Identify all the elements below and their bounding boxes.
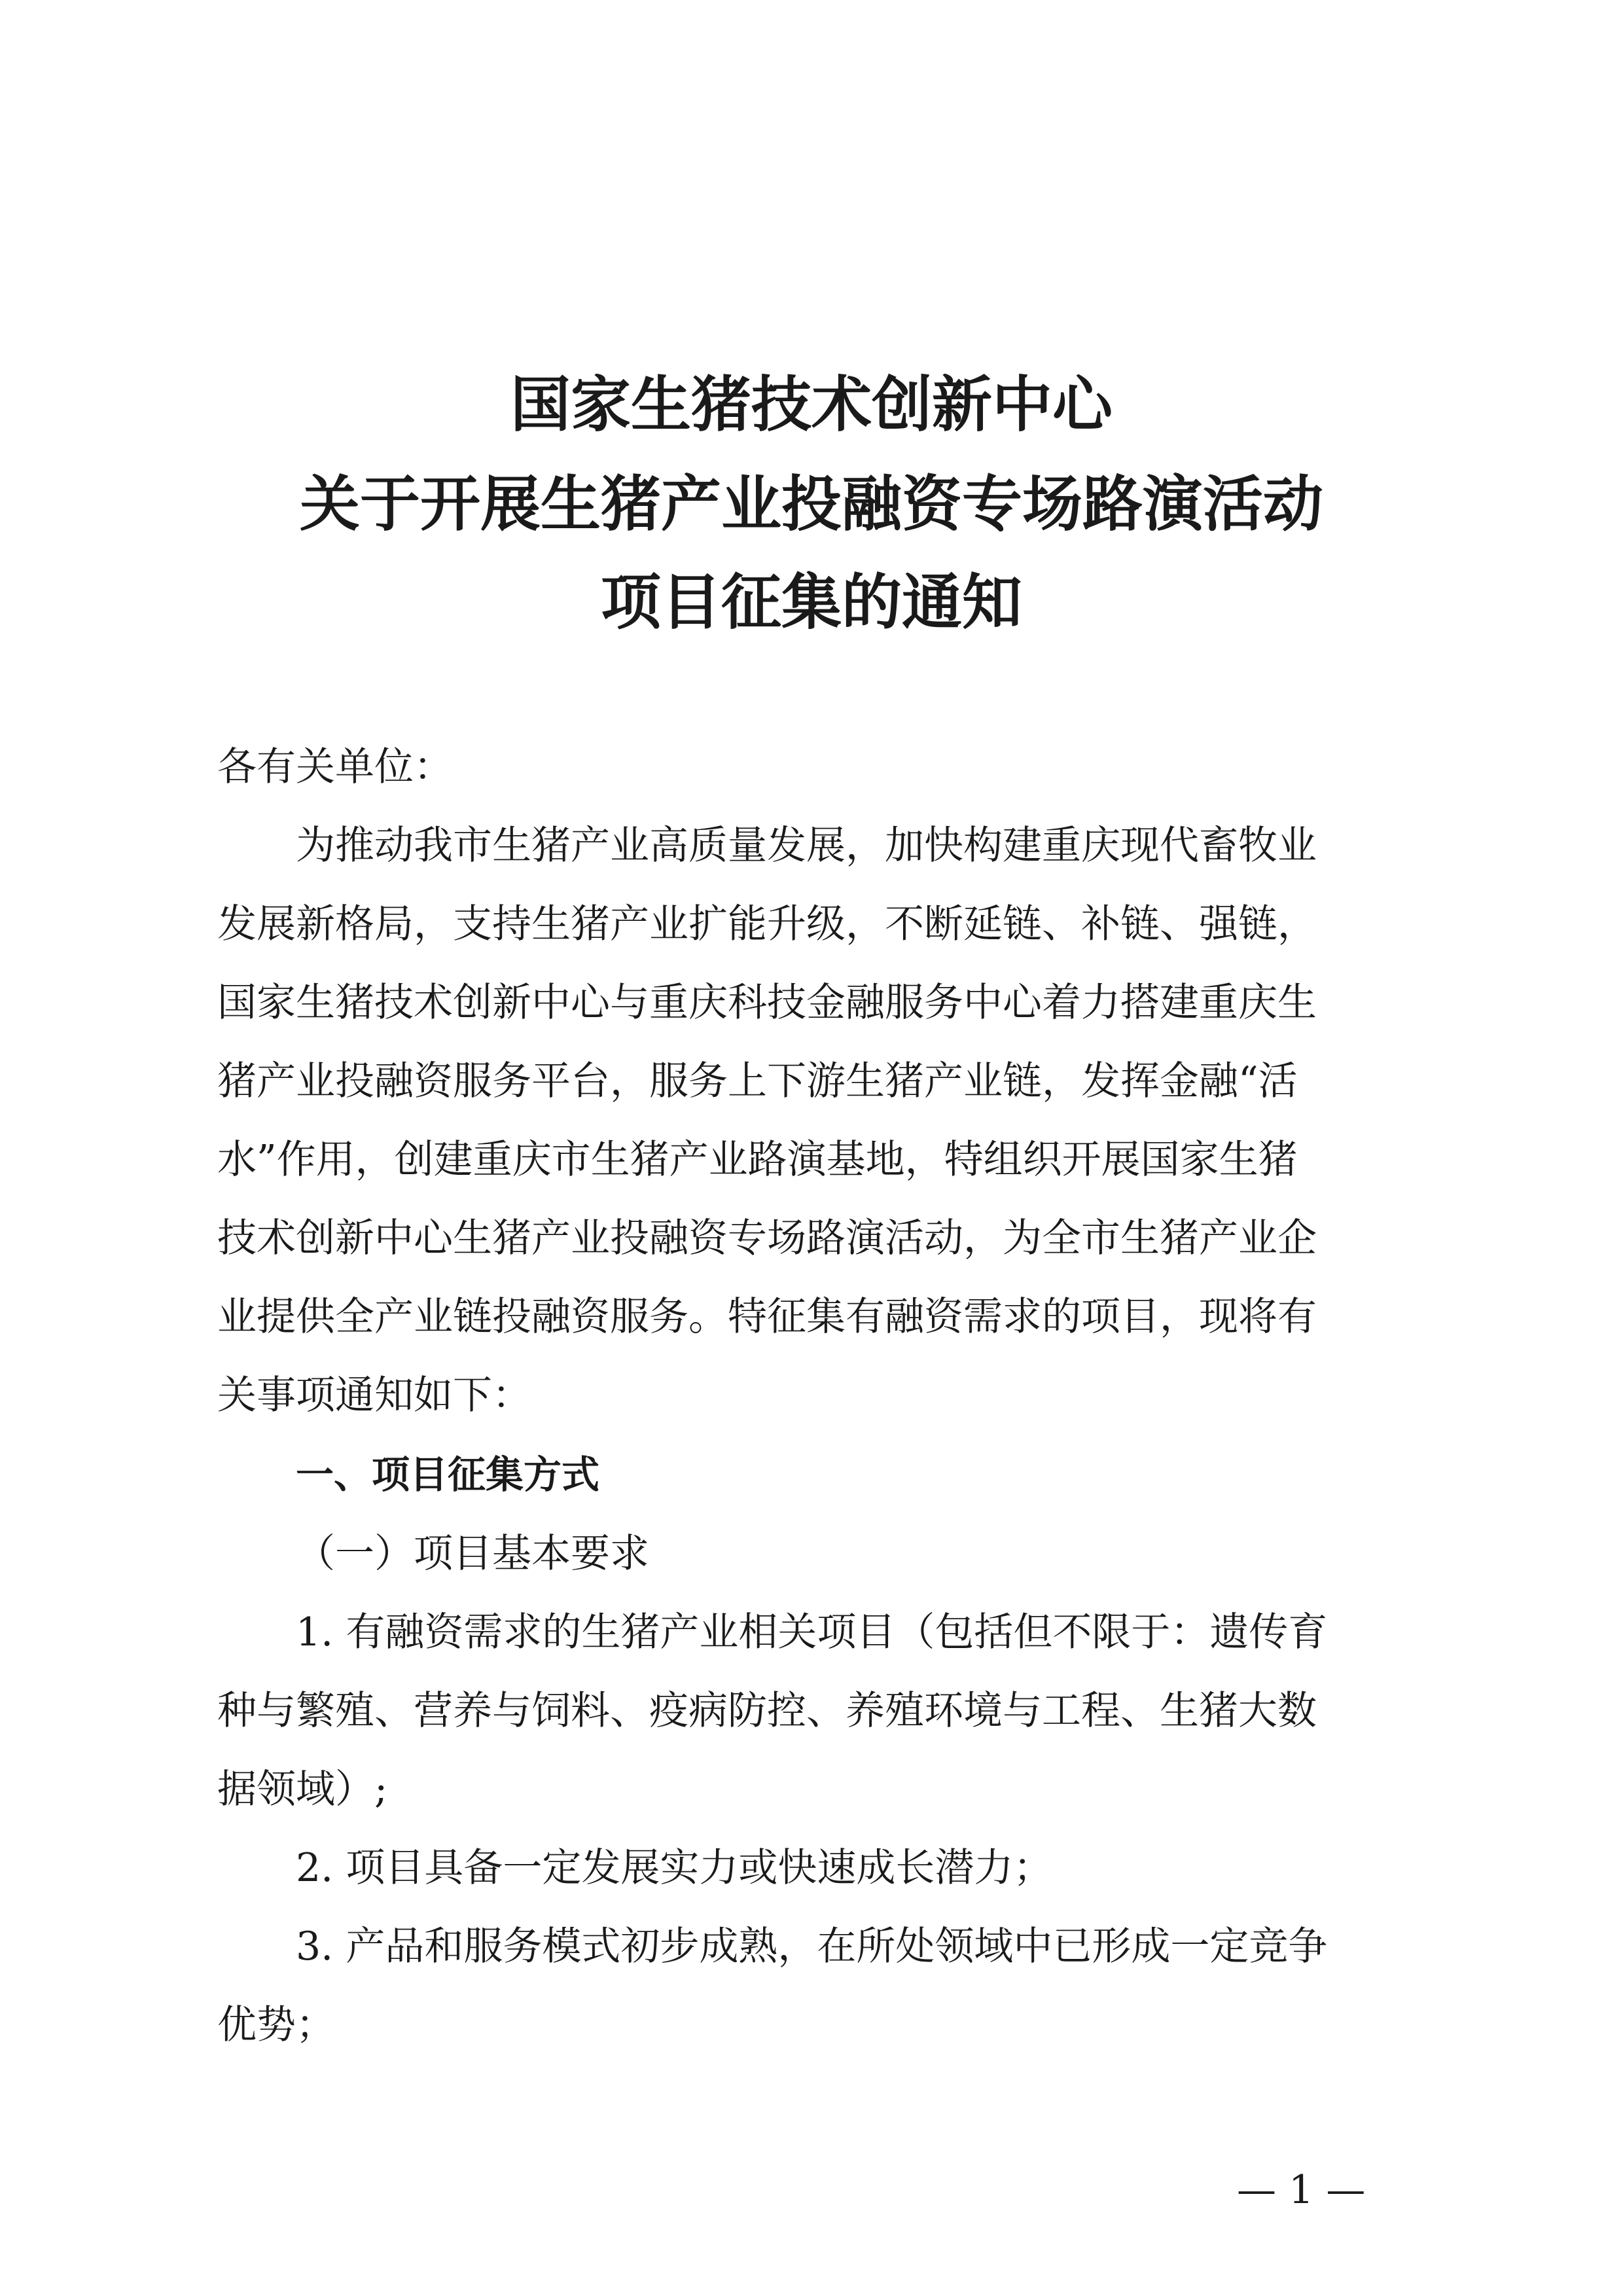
title-line-1: 国家生猪技术创新中心 bbox=[510, 369, 1113, 440]
item-1-line-1: 1. 有融资需求的生猪产业相关项目（包括但不限于：遗传育 bbox=[296, 1609, 1328, 1655]
section-subheading: （一）项目基本要求 bbox=[296, 1531, 649, 1577]
item-3-line-2: 优势； bbox=[217, 2002, 335, 2048]
intro-line-6: 技术创新中心生猪产业投融资专场路演活动，为全市生猪产业企 bbox=[217, 1215, 1317, 1261]
intro-line-3: 国家生猪技术创新中心与重庆科技金融服务中心着力搭建重庆生 bbox=[217, 980, 1317, 1026]
intro-line-1: 为推动我市生猪产业高质量发展，加快构建重庆现代畜牧业 bbox=[296, 823, 1317, 869]
intro-line-7: 业提供全产业链投融资服务。特征集有融资需求的项目，现将有 bbox=[217, 1294, 1317, 1340]
section-heading: 一、项目征集方式 bbox=[296, 1452, 600, 1497]
item-1-line-2: 种与繁殖、营养与饲料、疫病防控、养殖环境与工程、生猪大数 bbox=[217, 1688, 1317, 1734]
intro-line-2: 发展新格局，支持生猪产业扩能升级，不断延链、补链、强链， bbox=[217, 901, 1317, 947]
title-line-3: 项目征集的通知 bbox=[600, 567, 1022, 637]
intro-line-8: 关事项通知如下： bbox=[217, 1372, 531, 1418]
page-number: — 1 — bbox=[1237, 2167, 1366, 2213]
item-3-line-1: 3. 产品和服务模式初步成熟，在所处领域中已形成一定竞争 bbox=[296, 1924, 1328, 1969]
title-line-2: 关于开展生猪产业投融资专场路演活动 bbox=[299, 469, 1323, 539]
salutation: 各有关单位： bbox=[217, 744, 453, 790]
item-2: 2. 项目具备一定发展实力或快速成长潜力； bbox=[296, 1845, 1053, 1891]
intro-line-5: 水”作用，创建重庆市生猪产业路演基地，特组织开展国家生猪 bbox=[217, 1137, 1298, 1183]
item-1-line-3: 据领域）; bbox=[217, 1767, 388, 1812]
intro-line-4: 猪产业投融资服务平台，服务上下游生猪产业链，发挥金融“活 bbox=[217, 1058, 1298, 1104]
